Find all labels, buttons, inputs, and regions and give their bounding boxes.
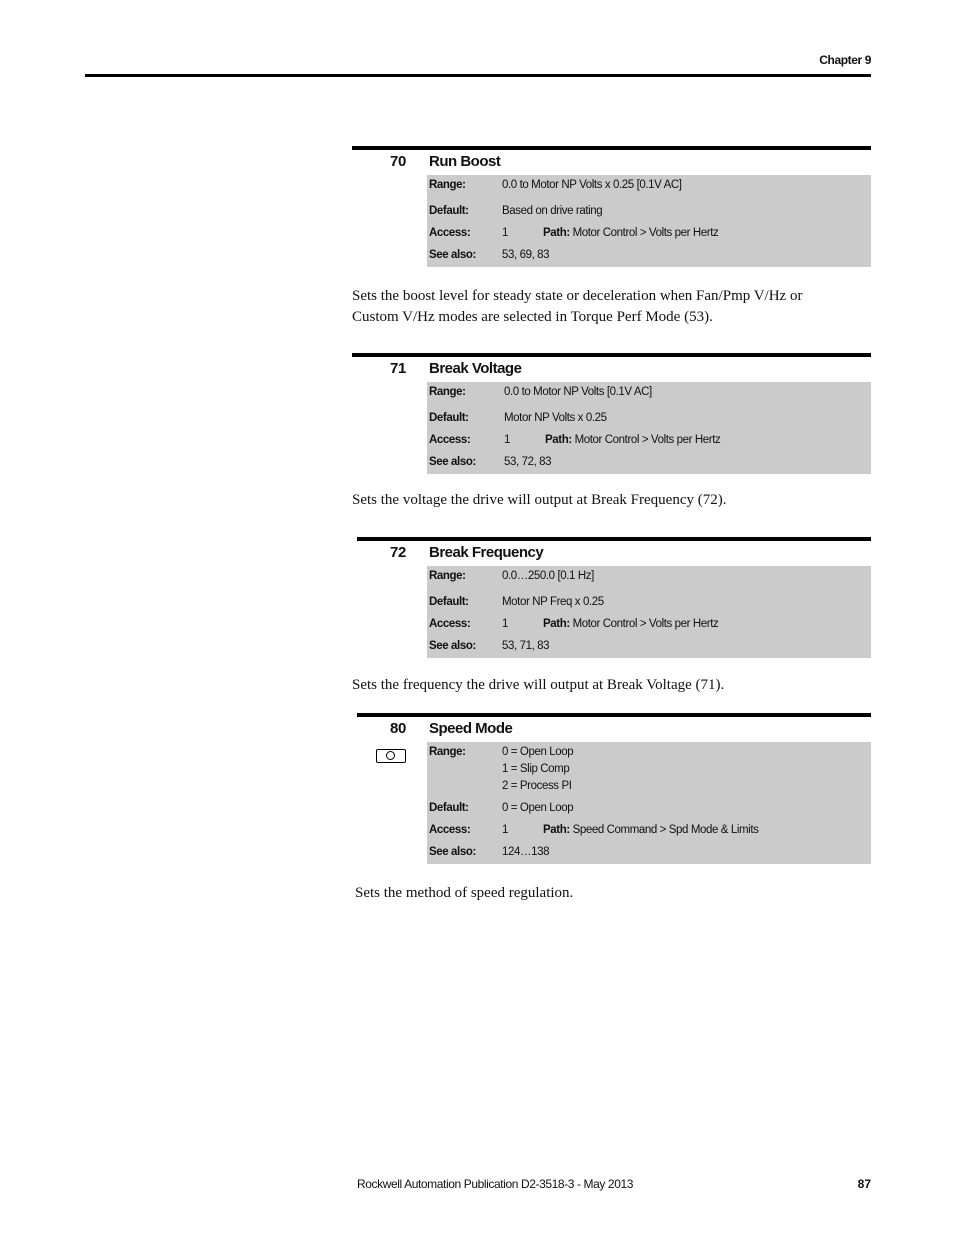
param-number: 70 bbox=[390, 153, 406, 170]
param-70 bbox=[352, 146, 871, 267]
path-value: Motor Control > Volts per Hertz bbox=[572, 227, 719, 239]
access-label: Access: bbox=[429, 824, 471, 836]
path-field bbox=[543, 227, 718, 239]
path-field bbox=[545, 434, 720, 446]
param-name: Speed Mode bbox=[429, 720, 513, 737]
range-value: 0.0 to Motor NP Volts x 0.25 [0.1V AC] bbox=[502, 179, 682, 191]
default-value: Motor NP Freq x 0.25 bbox=[502, 596, 604, 608]
header-rule bbox=[85, 74, 871, 77]
range-value bbox=[502, 746, 573, 797]
param-number: 72 bbox=[390, 544, 406, 561]
range-option: 1 = Slip Comp bbox=[502, 763, 570, 775]
param-name: Run Boost bbox=[429, 153, 501, 170]
param-title-row bbox=[352, 150, 871, 175]
path-field bbox=[543, 824, 758, 836]
param-71 bbox=[352, 353, 871, 474]
param-80 bbox=[352, 713, 871, 864]
range-label: Range: bbox=[429, 570, 466, 582]
default-value: Motor NP Volts x 0.25 bbox=[504, 412, 607, 424]
path-value: Motor Control > Volts per Hertz bbox=[572, 618, 719, 630]
param-title-row bbox=[352, 357, 871, 382]
param-title-row bbox=[352, 717, 871, 742]
param-72-description: Sets the frequency the drive will output at Break Voltage (71). bbox=[352, 677, 725, 693]
access-label: Access: bbox=[429, 618, 471, 630]
range-label: Range: bbox=[429, 386, 466, 398]
param-number: 71 bbox=[390, 360, 406, 377]
path-value: Speed Command > Spd Mode & Limits bbox=[572, 824, 759, 836]
default-value: Based on drive rating bbox=[502, 205, 603, 217]
default-label: Default: bbox=[429, 802, 469, 814]
access-label: Access: bbox=[429, 227, 471, 239]
param-table bbox=[427, 382, 871, 474]
see-also-value: 53, 71, 83 bbox=[502, 640, 550, 652]
access-value: 1 bbox=[504, 434, 510, 446]
path-value: Motor Control > Volts per Hertz bbox=[574, 434, 721, 446]
range-option: 2 = Process PI bbox=[502, 780, 572, 792]
default-label: Default: bbox=[429, 412, 469, 424]
path-field bbox=[543, 618, 718, 630]
default-value: 0 = Open Loop bbox=[502, 802, 574, 814]
access-value: 1 bbox=[502, 618, 508, 630]
range-label: Range: bbox=[429, 179, 466, 191]
footer-publication: Rockwell Automation Publication D2-3518-3 - May 2013 bbox=[357, 1177, 634, 1191]
see-also-label: See also: bbox=[429, 456, 476, 468]
path-label: Path: bbox=[543, 618, 570, 630]
param-name: Break Frequency bbox=[429, 544, 544, 561]
default-label: Default: bbox=[429, 205, 469, 217]
see-also-value: 124…138 bbox=[502, 846, 550, 858]
range-value: 0.0 to Motor NP Volts [0.1V AC] bbox=[504, 386, 652, 398]
path-label: Path: bbox=[543, 824, 570, 836]
path-label: Path: bbox=[545, 434, 572, 446]
stop-mode-icon bbox=[376, 749, 406, 763]
see-also-label: See also: bbox=[429, 249, 476, 261]
param-80-description: Sets the method of speed regulation. bbox=[355, 885, 574, 901]
param-70-description: Sets the boost level for steady state or deceleration when Fan/Pmp V/Hz or Custom V/Hz modes are selected in Torque Perf Mode (53). bbox=[352, 288, 803, 325]
param-71-description: Sets the voltage the drive will output at Break Frequency (72). bbox=[352, 492, 727, 508]
param-72 bbox=[352, 537, 871, 658]
page-number: 87 bbox=[857, 1177, 871, 1191]
access-label: Access: bbox=[429, 434, 471, 446]
chapter-label: Chapter 9 bbox=[819, 53, 871, 67]
default-label: Default: bbox=[429, 596, 469, 608]
see-also-value: 53, 72, 83 bbox=[504, 456, 552, 468]
path-label: Path: bbox=[543, 227, 570, 239]
param-title-row bbox=[352, 541, 871, 566]
see-also-label: See also: bbox=[429, 846, 476, 858]
param-number: 80 bbox=[390, 720, 406, 737]
circle-icon bbox=[386, 751, 395, 760]
param-name: Break Voltage bbox=[429, 360, 522, 377]
param-table bbox=[427, 566, 871, 658]
range-label: Range: bbox=[429, 746, 466, 758]
range-option: 0 = Open Loop bbox=[502, 746, 574, 758]
range-value: 0.0…250.0 [0.1 Hz] bbox=[502, 570, 594, 582]
see-also-value: 53, 69, 83 bbox=[502, 249, 550, 261]
access-value: 1 bbox=[502, 227, 508, 239]
see-also-label: See also: bbox=[429, 640, 476, 652]
param-table bbox=[427, 742, 871, 864]
param-table bbox=[427, 175, 871, 267]
access-value: 1 bbox=[502, 824, 508, 836]
